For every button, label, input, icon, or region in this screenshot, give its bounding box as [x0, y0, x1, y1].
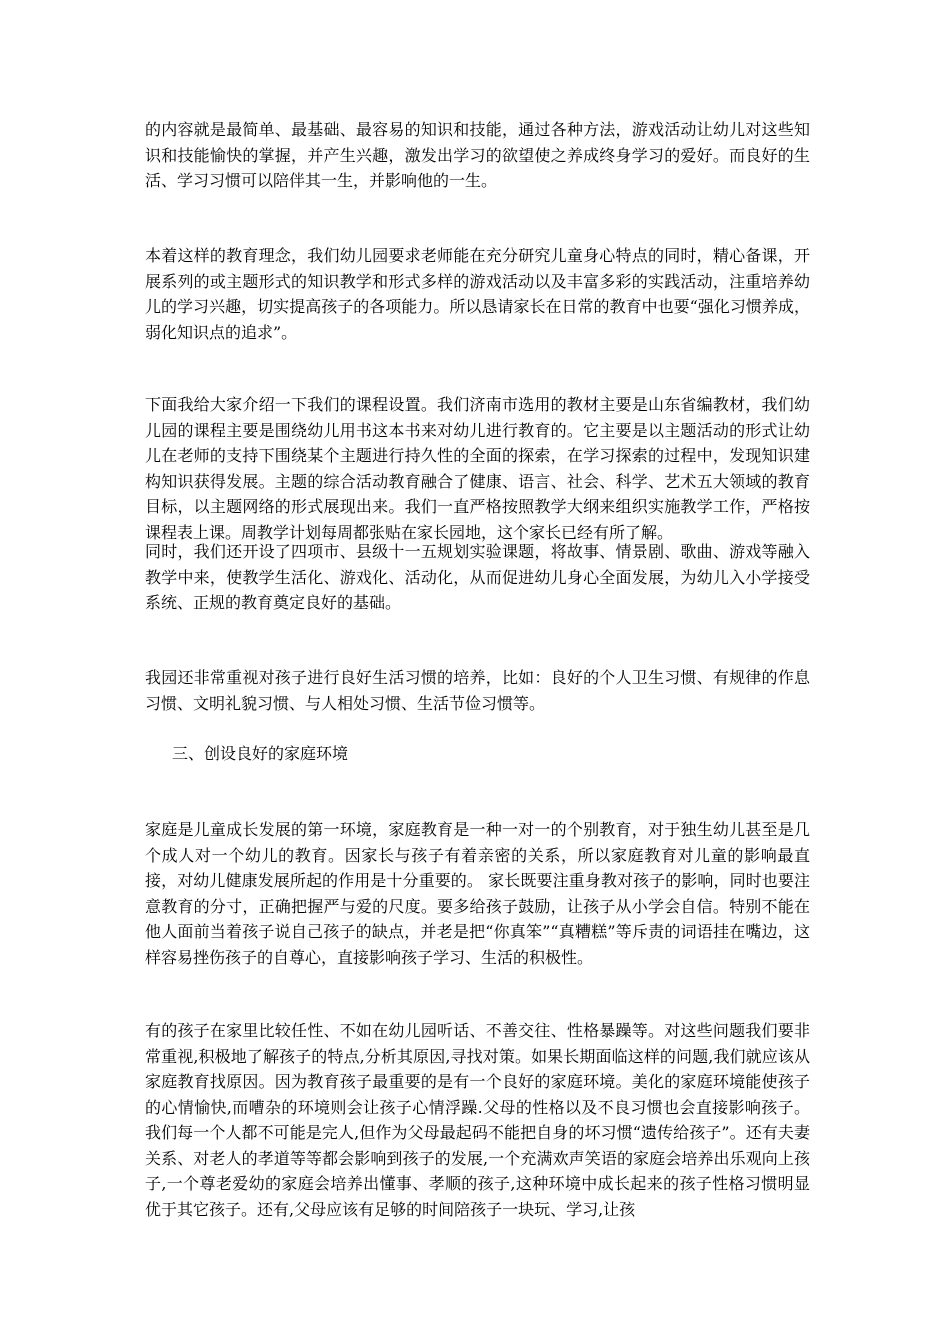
paragraph-family-environment: 家庭是儿童成长发展的第一环境，家庭教育是一种一对一的个别教育，对于独生幼儿甚至是几个成人对一个幼儿的教育。因家长与孩子有着亲密的关系，所以家庭教育对儿童的影响最直接，对幼儿健康发展所起的作用是十分重要的。 家长既要注重身教对孩子的影响，同时也要注意教育的分寸，正确把握严与爱的尺度。要多给孩子鼓励，让孩子从小学会自信。特别不能在他人面前当着孩子说自己孩子的缺点，并老是把“你真笨”“真糟糕”等斥责的词语挂在嘴边，这样容易挫伤孩子的自尊心，直接影响孩子学习、生活的积极性。 [145, 820, 810, 967]
section-heading: 三、创设良好的家庭环境 [172, 744, 349, 763]
paragraph-research-projects: 同时，我们还开设了四项市、县级十一五规划实验课题，将故事、情景剧、歌曲、游戏等融入教学中来，使教学生活化、游戏化、活动化，从而促进幼儿身心全面发展，为幼儿入小学接受系统、正规的教育奠定良好的基础。 [145, 542, 810, 612]
paragraph-family-problems: 有的孩子在家里比较任性、不如在幼儿园听话、不善交往、性格暴躁等。对这些问题我们要非常重视,积极地了解孩子的特点,分析其原因,寻找对策。如果长期面临这样的问题,我们就应该从家庭教育找原因。因为教育孩子最重要的是有一个良好的家庭环境。美化的家庭环境能使孩子的心情愉快,而嘈杂的环境则会让孩子心情浮躁.父母的性格以及不良习惯也会直接影响孩子。我们每一个人都不可能是完人,但作为父母最起码不能把自身的坏习惯“遗传给孩子”。还有夫妻关系、对老人的孝道等等都会影响到孩子的发展,一个充满欢声笑语的家庭会培养出乐观向上孩子,一个尊老爱幼的家庭会培养出懂事、孝顺的孩子,这种环境中成长起来的孩子性格习惯明显优于其它孩子。还有,父母应该有足够的时间陪孩子一块玩、学习,让孩 [145, 1021, 810, 1219]
paragraph-curriculum: 下面我给大家介绍一下我们的课程设置。我们济南市选用的教材主要是山东省编教材，我们幼儿园的课程主要是围绕幼儿用书这本书来对幼儿进行教育的。它主要是以主题活动的形式让幼儿在老师的支持下围绕某个主题进行持久性的全面的探索，在学习探索的过程中，发现知识建构知识获得发展。主题的综合活动教育融合了健康、语言、社会、科学、艺术五大领域的教育目标，以主题网络的形式展现出来。我们一直严格按照教学大纲来组织实施教学工作，严格按课程表上课。周教学计划每周都张贴在家长园地，这个家长已经有所了解。 [145, 395, 810, 542]
paragraph-learning-interest: 的内容就是最简单、最基础、最容易的知识和技能，通过各种方法，游戏活动让幼儿对这些知识和技能愉快的掌握，并产生兴趣，激发出学习的欲望使之养成终身学习的爱好。而良好的生活、学习习惯可以陪伴其一生，并影响他的一生。 [145, 120, 810, 190]
paragraph-education-philosophy: 本着这样的教育理念，我们幼儿园要求老师能在充分研究儿童身心特点的同时，精心备课，开展系列的或主题形式的知识教学和形式多样的游戏活动以及丰富多彩的实践活动，注重培养幼儿的学习兴趣，切实提高孩子的各项能力。所以恳请家长在日常的教育中也要“强化习惯养成，弱化知识点的追求”。 [145, 246, 810, 342]
paragraph-living-habits: 我园还非常重视对孩子进行良好生活习惯的培养，比如：良好的个人卫生习惯、有规律的作息习惯、文明礼貌习惯、与人相处习惯、生活节俭习惯等。 [145, 668, 810, 713]
